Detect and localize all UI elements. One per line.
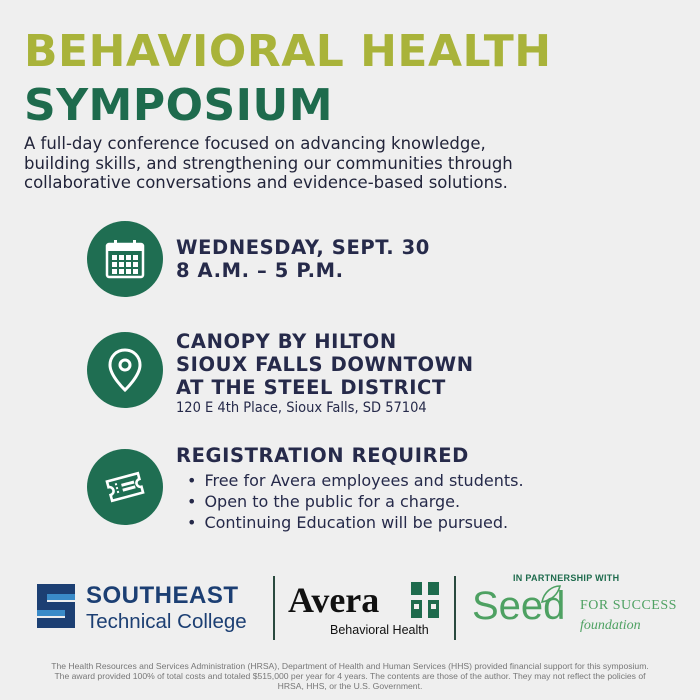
avera-emblem — [411, 582, 439, 618]
venue-line-3: AT THE STEEL DISTRICT — [176, 376, 446, 399]
avera-name: Avera — [288, 580, 380, 620]
list-item: • Free for Avera employees and students. — [187, 470, 524, 491]
partnership-label: IN PARTNERSHIP WITH — [513, 573, 620, 583]
southeast-emblem — [33, 580, 79, 632]
ticket-icon — [87, 449, 163, 525]
registration-list — [187, 470, 524, 533]
southeast-subtitle: Technical College — [86, 610, 247, 633]
calendar-icon — [87, 221, 163, 297]
list-item: • Continuing Education will be pursued. — [187, 512, 524, 533]
venue-line-1: CANOPY BY HILTON — [176, 330, 397, 353]
time-line: 8 A.M. – 5 P.M. — [176, 259, 344, 282]
logo-divider — [454, 576, 456, 640]
seed-foundation: foundation — [580, 618, 641, 633]
seed-tagline: FOR SUCCESS — [580, 598, 677, 613]
funding-disclaimer: The Health Resources and Services Administration (HRSA), Department of Health and Human Services (HHS) provided financial support for this symposium. The award provided 100% of total costs and totaled $515,000 per year for 4 years. The contents are those of the author. They may not reflect the policies of HRSA, HHS, or the U.S. Government. — [51, 661, 649, 691]
registration-heading: REGISTRATION REQUIRED — [176, 444, 469, 467]
list-item: • Open to the public for a charge. — [187, 491, 524, 512]
map-pin-icon — [87, 332, 163, 408]
avera-subtitle: Behavioral Health — [330, 623, 429, 637]
date-line: WEDNESDAY, SEPT. 30 — [176, 236, 430, 259]
venue-address: 120 E 4th Place, Sioux Falls, SD 57104 — [176, 400, 427, 416]
logo-divider — [273, 576, 275, 640]
sponsor-logos — [0, 568, 700, 648]
southeast-name: SOUTHEAST — [86, 582, 239, 609]
venue-line-2: SIOUX FALLS DOWNTOWN — [176, 353, 474, 376]
title-line-2: SYMPOSIUM — [24, 80, 334, 131]
title-line-1: BEHAVIORAL HEALTH — [24, 26, 552, 77]
leaf-icon — [540, 584, 562, 604]
seed-word: Seed — [472, 584, 566, 628]
intro-text: A full-day conference focused on advancing knowledge, building skills, and strengthening our communities through collaborative conversations and evidence-based solutions. — [24, 134, 513, 192]
